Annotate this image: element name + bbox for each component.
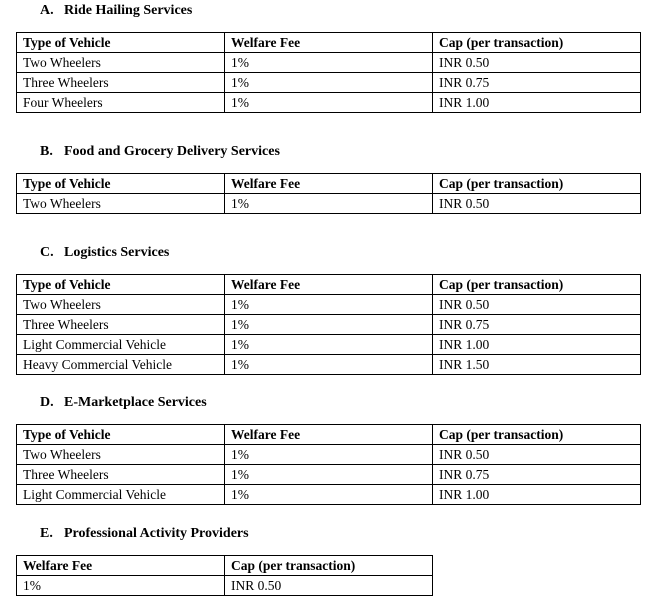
- table-cell: Three Wheelers: [17, 73, 225, 93]
- section-heading-ride-hailing: [40, 3, 192, 19]
- table-row: [17, 194, 641, 214]
- table-row: [17, 53, 641, 73]
- table-cell: Light Commercial Vehicle: [17, 335, 225, 355]
- table-row: [17, 315, 641, 335]
- column-header: Welfare Fee: [17, 556, 225, 576]
- table-cell: 1%: [225, 465, 433, 485]
- ride-hailing-table: [16, 32, 641, 113]
- column-header: Cap (per transaction): [433, 33, 641, 53]
- table-cell: 1%: [17, 576, 225, 596]
- table-cell: Two Wheelers: [17, 445, 225, 465]
- table-row: [17, 73, 641, 93]
- section-heading-e-marketplace: [40, 395, 207, 411]
- table-cell: Four Wheelers: [17, 93, 225, 113]
- section-heading-logistics: [40, 245, 169, 261]
- table-cell: 1%: [225, 194, 433, 214]
- table-row: [17, 485, 641, 505]
- section-title: E-Marketplace Services: [64, 395, 207, 410]
- food-grocery-table: [16, 173, 641, 214]
- table-cell: 1%: [225, 485, 433, 505]
- table-cell: INR 1.50: [433, 355, 641, 375]
- section-title: Ride Hailing Services: [64, 3, 193, 18]
- section-title: Food and Grocery Delivery Services: [64, 144, 280, 159]
- column-header: Welfare Fee: [225, 275, 433, 295]
- table-cell: Three Wheelers: [17, 315, 225, 335]
- table-cell: 1%: [225, 355, 433, 375]
- column-header: Cap (per transaction): [433, 174, 641, 194]
- table-row: [17, 335, 641, 355]
- table-cell: INR 0.50: [433, 194, 641, 214]
- logistics-table: [16, 274, 641, 375]
- table-header-row: [17, 425, 641, 445]
- section-letter: E.: [40, 526, 53, 541]
- professional-table: [16, 555, 433, 596]
- table-row: [17, 93, 641, 113]
- table-row: [17, 465, 641, 485]
- section-title: Logistics Services: [64, 245, 170, 260]
- section-letter: A.: [40, 3, 54, 18]
- table-cell: INR 0.75: [433, 73, 641, 93]
- table-cell: 1%: [225, 335, 433, 355]
- table-cell: INR 0.50: [433, 445, 641, 465]
- table-header-row: [17, 556, 433, 576]
- table-cell: Two Wheelers: [17, 194, 225, 214]
- column-header: Type of Vehicle: [17, 174, 225, 194]
- table-row: [17, 445, 641, 465]
- table-cell: Two Wheelers: [17, 53, 225, 73]
- e-marketplace-table: [16, 424, 641, 505]
- table-cell: 1%: [225, 315, 433, 335]
- table-cell: 1%: [225, 53, 433, 73]
- column-header: Welfare Fee: [225, 174, 433, 194]
- section-letter: B.: [40, 144, 53, 159]
- table-cell: 1%: [225, 93, 433, 113]
- column-header: Type of Vehicle: [17, 275, 225, 295]
- table-cell: Light Commercial Vehicle: [17, 485, 225, 505]
- table-row: [17, 295, 641, 315]
- column-header: Cap (per transaction): [433, 425, 641, 445]
- table-header-row: [17, 174, 641, 194]
- table-row: [17, 576, 433, 596]
- section-heading-food-grocery: [40, 144, 280, 160]
- table-cell: INR 0.75: [433, 315, 641, 335]
- column-header: Cap (per transaction): [433, 275, 641, 295]
- table-cell: INR 0.75: [433, 465, 641, 485]
- section-letter: D.: [40, 395, 54, 410]
- section-heading-professional: [40, 526, 249, 542]
- table-cell: 1%: [225, 295, 433, 315]
- table-cell: 1%: [225, 445, 433, 465]
- table-cell: INR 0.50: [433, 295, 641, 315]
- column-header: Type of Vehicle: [17, 425, 225, 445]
- column-header: Type of Vehicle: [17, 33, 225, 53]
- column-header: Welfare Fee: [225, 425, 433, 445]
- section-title: Professional Activity Providers: [64, 526, 249, 541]
- table-cell: Three Wheelers: [17, 465, 225, 485]
- column-header: Welfare Fee: [225, 33, 433, 53]
- table-header-row: [17, 275, 641, 295]
- table-cell: INR 0.50: [225, 576, 433, 596]
- table-cell: 1%: [225, 73, 433, 93]
- table-cell: Heavy Commercial Vehicle: [17, 355, 225, 375]
- table-row: [17, 355, 641, 375]
- table-cell: Two Wheelers: [17, 295, 225, 315]
- table-cell: INR 1.00: [433, 93, 641, 113]
- table-cell: INR 1.00: [433, 485, 641, 505]
- table-header-row: [17, 33, 641, 53]
- section-letter: C.: [40, 245, 54, 260]
- table-cell: INR 1.00: [433, 335, 641, 355]
- table-cell: INR 0.50: [433, 53, 641, 73]
- column-header: Cap (per transaction): [225, 556, 433, 576]
